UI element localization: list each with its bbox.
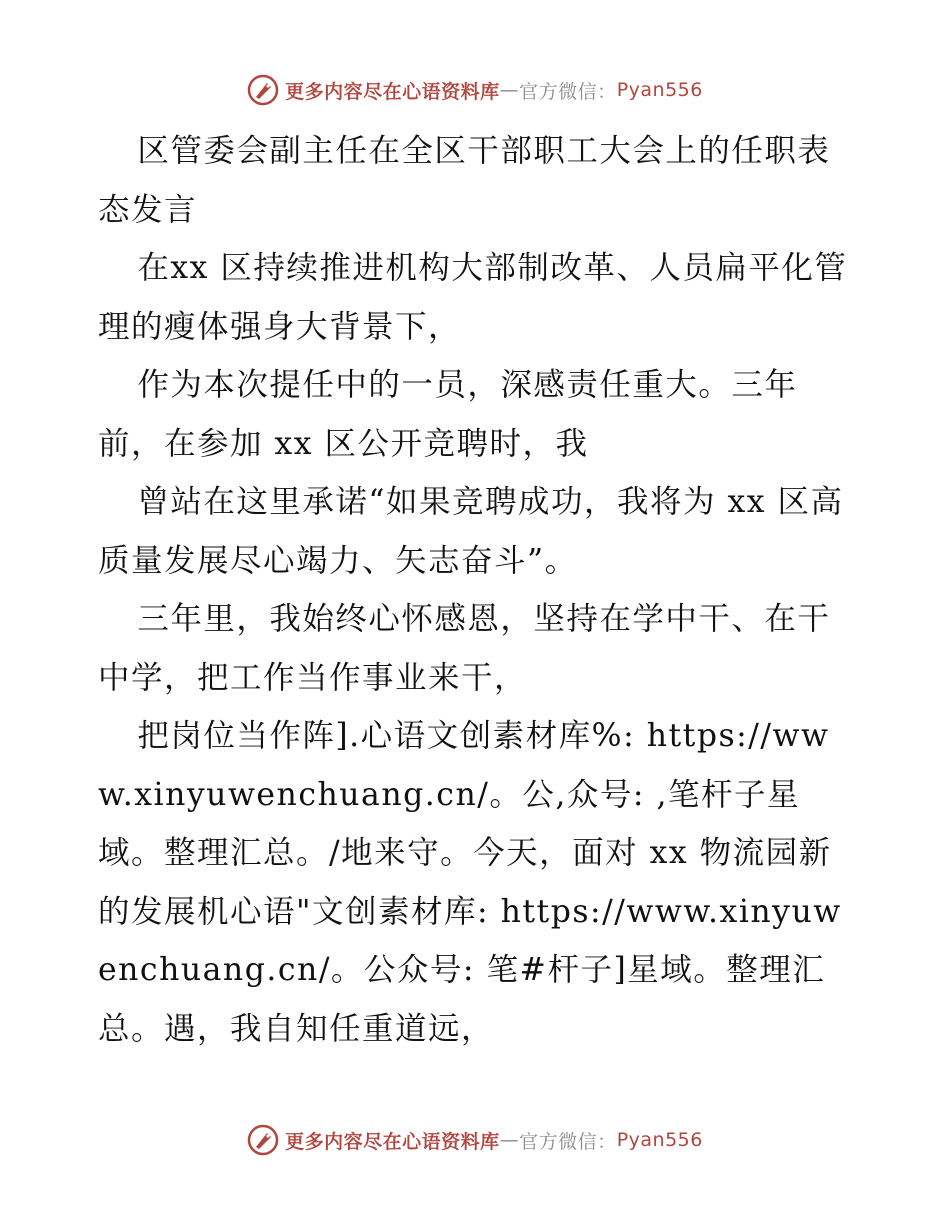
banner-wechat-id: Pyan556 bbox=[616, 1129, 703, 1151]
body-paragraph: 三年里，我始终心怀感恩，坚持在学中干、在干中学，把工作当作事业来干， bbox=[98, 601, 831, 696]
document-body bbox=[98, 122, 858, 1058]
banner-dash: — bbox=[499, 1129, 520, 1151]
banner-main-text: 更多内容尽在心语资料库 bbox=[285, 80, 500, 103]
banner-wechat-label: 官方微信： bbox=[519, 80, 617, 103]
banner-dash: — bbox=[499, 79, 520, 101]
header-watermark-banner bbox=[0, 70, 950, 110]
banner-wechat-id: Pyan556 bbox=[616, 79, 703, 101]
banner-wechat-label: 官方微信： bbox=[519, 1130, 617, 1153]
body-paragraph: 把岗位当作阵].心语文创素材库%: https://www.xinyuwenchuang.cn/。公,众号: ,笔杆子星域。整理汇总。/地来守。今天，面对 xx 物流园新的发展机心语"文创素材库: https://www.xinyuwenchuang.cn/。公众号: 笔#杆子]星域。整理汇总。遇，我自知任重道远， bbox=[98, 718, 842, 1047]
pen-nib-logo-icon bbox=[247, 1124, 279, 1156]
document-title-paragraph: 区管委会副主任在全区干部职工大会上的任职表态发言 bbox=[98, 133, 831, 228]
banner-main-text: 更多内容尽在心语资料库 bbox=[285, 1130, 500, 1153]
pen-nib-logo-icon bbox=[247, 74, 279, 106]
footer-watermark-banner bbox=[0, 1120, 950, 1160]
body-paragraph: 在xx 区持续推进机构大部制改革、人员扁平化管理的瘦体强身大背景下， bbox=[98, 250, 848, 345]
body-paragraph: 作为本次提任中的一员，深感责任重大。三年前，在参加 xx 区公开竞聘时，我 bbox=[98, 367, 798, 462]
body-paragraph: 曾站在这里承诺“如果竞聘成功，我将为 xx 区高质量发展尽心竭力、矢志奋斗”。 bbox=[98, 484, 844, 579]
